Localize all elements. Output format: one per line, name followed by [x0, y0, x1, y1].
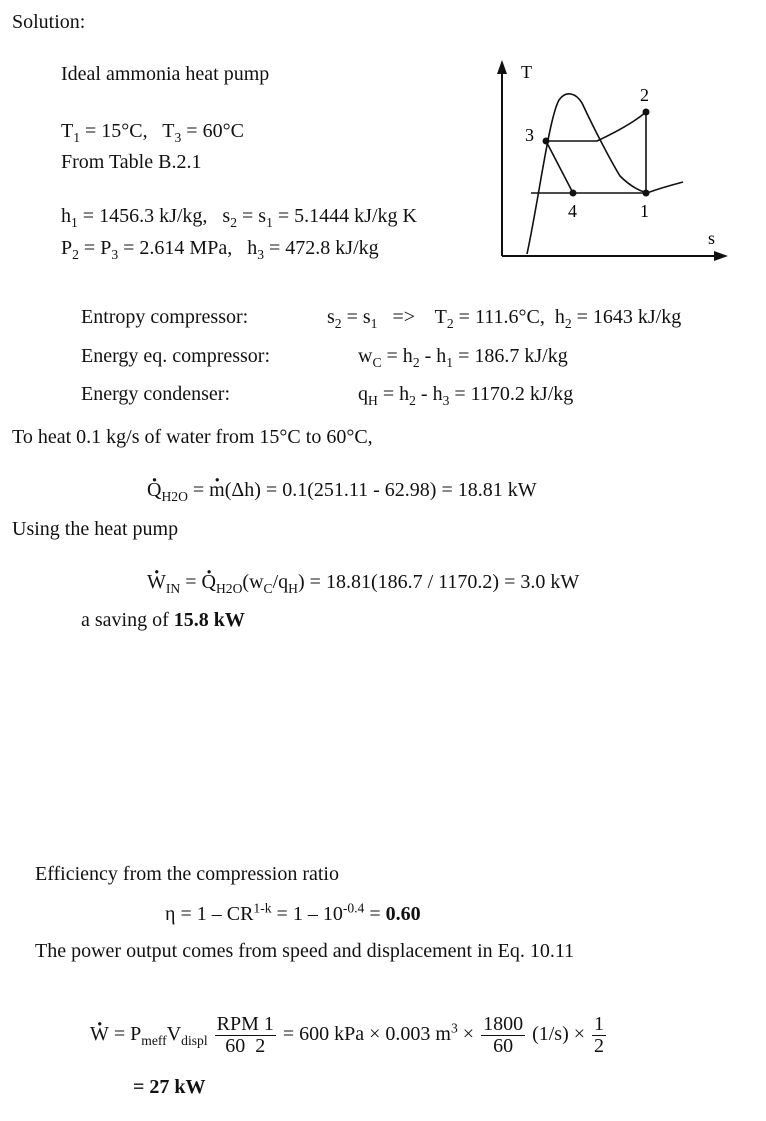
t-axis-arrow [497, 60, 507, 74]
row-value-condenser: $q_H = h_2 - h_3 = 1170.2$ kJ/kg [358, 383, 574, 408]
label-point-2: 2 [640, 85, 649, 105]
efficiency-intro: Efficiency from the compression ratio [35, 863, 339, 885]
power-result: = 27 kW [133, 1076, 206, 1098]
unit-text: (1/s) [532, 1023, 569, 1046]
table-reference: From Table B.2.1 [61, 151, 202, 173]
label-point-1: 1 [640, 201, 649, 221]
solution-heading: Solution: [12, 11, 86, 33]
pressure-line: $P_2 = P_3 = 2.614$ MPa, $h_3 = 472.8$ kJ/kg [61, 237, 379, 262]
row-value-entropy: $s_2 = s_1$ => $T_2 = 111.6^\circ C$, $h_2 = 1643$ kJ/kg [327, 306, 682, 331]
power-intro: The power output comes from speed and displacement in Eq. 10.11 [35, 940, 575, 962]
heat-water-text: To heat 0.1 kg/s of water from 15°C to 60°C, [12, 426, 373, 448]
t1-value: 15°C [101, 120, 143, 142]
s-value: 5.1444 kJ/kg K [294, 205, 417, 227]
h3-value: 472.8 kJ/kg [285, 237, 379, 259]
p-value: 2.614 MPa [139, 237, 228, 259]
ts-diagram [494, 58, 734, 268]
power-middle: 600 kPa × 0.003 m [299, 1023, 451, 1046]
saving-line [81, 610, 245, 630]
h2-value: 1643 kJ/kg [592, 306, 682, 328]
rpm-denominator: 60 [493, 1035, 514, 1057]
label-point-3: 3 [525, 125, 534, 145]
fraction-speed [481, 1014, 525, 1057]
intro-text: Ideal ammonia heat pump [61, 63, 270, 85]
saving-value: 15.8 kW [173, 609, 245, 631]
q-h2o-equation: · $Q_{H2O}$ = · m(Δh) = 0.1(251.11 - 62.98) = 18.81 kW [147, 480, 537, 500]
s-axis-arrow [714, 251, 728, 261]
power-equation: · $W = P_{meff}V_{displ}$ $\frac{\text{RPM 1}}{60 2}$ = 600 kPa × 0.003 $m^3$ × $\frac{1800}{60}$ (1/s) × $\frac{1}{2}$ [90, 1014, 608, 1057]
state-point-3 [543, 138, 550, 145]
saturation-dome [527, 94, 647, 254]
qh-value: 1170.2 kJ/kg [470, 383, 574, 405]
eta-equation: $\eta = 1 - CR^{1-k} = 1 - 10^{-0.4} = 0.60$ [165, 900, 421, 925]
axis-label-s: s [708, 228, 716, 248]
label-point-4: 4 [568, 201, 577, 221]
row-label-condenser: Energy condenser: [81, 383, 231, 405]
isobar-tail [647, 182, 683, 193]
using-heat-pump-text: Using the heat pump [12, 518, 179, 540]
axis-label-t: T [521, 62, 532, 82]
t3-value: 60°C [202, 120, 244, 142]
state-point-2 [643, 109, 650, 116]
eta-result: 0.60 [385, 903, 421, 925]
t2-value: 111.6°C [474, 306, 540, 328]
rpm-value: 1800 [483, 1013, 524, 1035]
row-label-compressor: Energy eq. compressor: [81, 345, 271, 367]
state-point-4 [570, 190, 577, 197]
row-label-entropy: Entropy compressor: [81, 306, 249, 328]
throttling-line [546, 141, 573, 193]
row-value-compressor: $w_C = h_2 - h_1 = 186.7$ kJ/kg [358, 345, 568, 370]
h1-value: 1456.3 kJ/kg [99, 205, 203, 227]
enthalpy-entropy-line: $h_1 = 1456.3$ kJ/kg, $s_2 = s_1 = 5.1444$ kJ/kg K [61, 205, 417, 230]
q-h2o-expr: 0.1(251.11 - 62.98) = 18.81 kW [282, 479, 537, 501]
w-in-equation: · $W_{IN}$ = · $Q_{H2O}(w_C/q_H) = 18.81(186.7 / 1170.2) = 3.0$ kW [147, 572, 579, 592]
saving-text: a saving of [81, 609, 169, 631]
fraction-rpm: $\frac{\text{RPM 1}}{60 2}$ [216, 1013, 274, 1057]
w-in-expr: 18.81(186.7 / 1170.2) = 3.0 kW [325, 571, 580, 593]
given-temperatures: $T_1 = 15^\circ C$, $T_3 = 60^\circ C$ [61, 120, 244, 145]
wc-value: 186.7 kJ/kg [474, 345, 568, 367]
fraction-half: $\frac{1}{2}$ [594, 1013, 605, 1057]
state-point-1 [643, 190, 650, 197]
high-pressure-line [546, 112, 646, 141]
